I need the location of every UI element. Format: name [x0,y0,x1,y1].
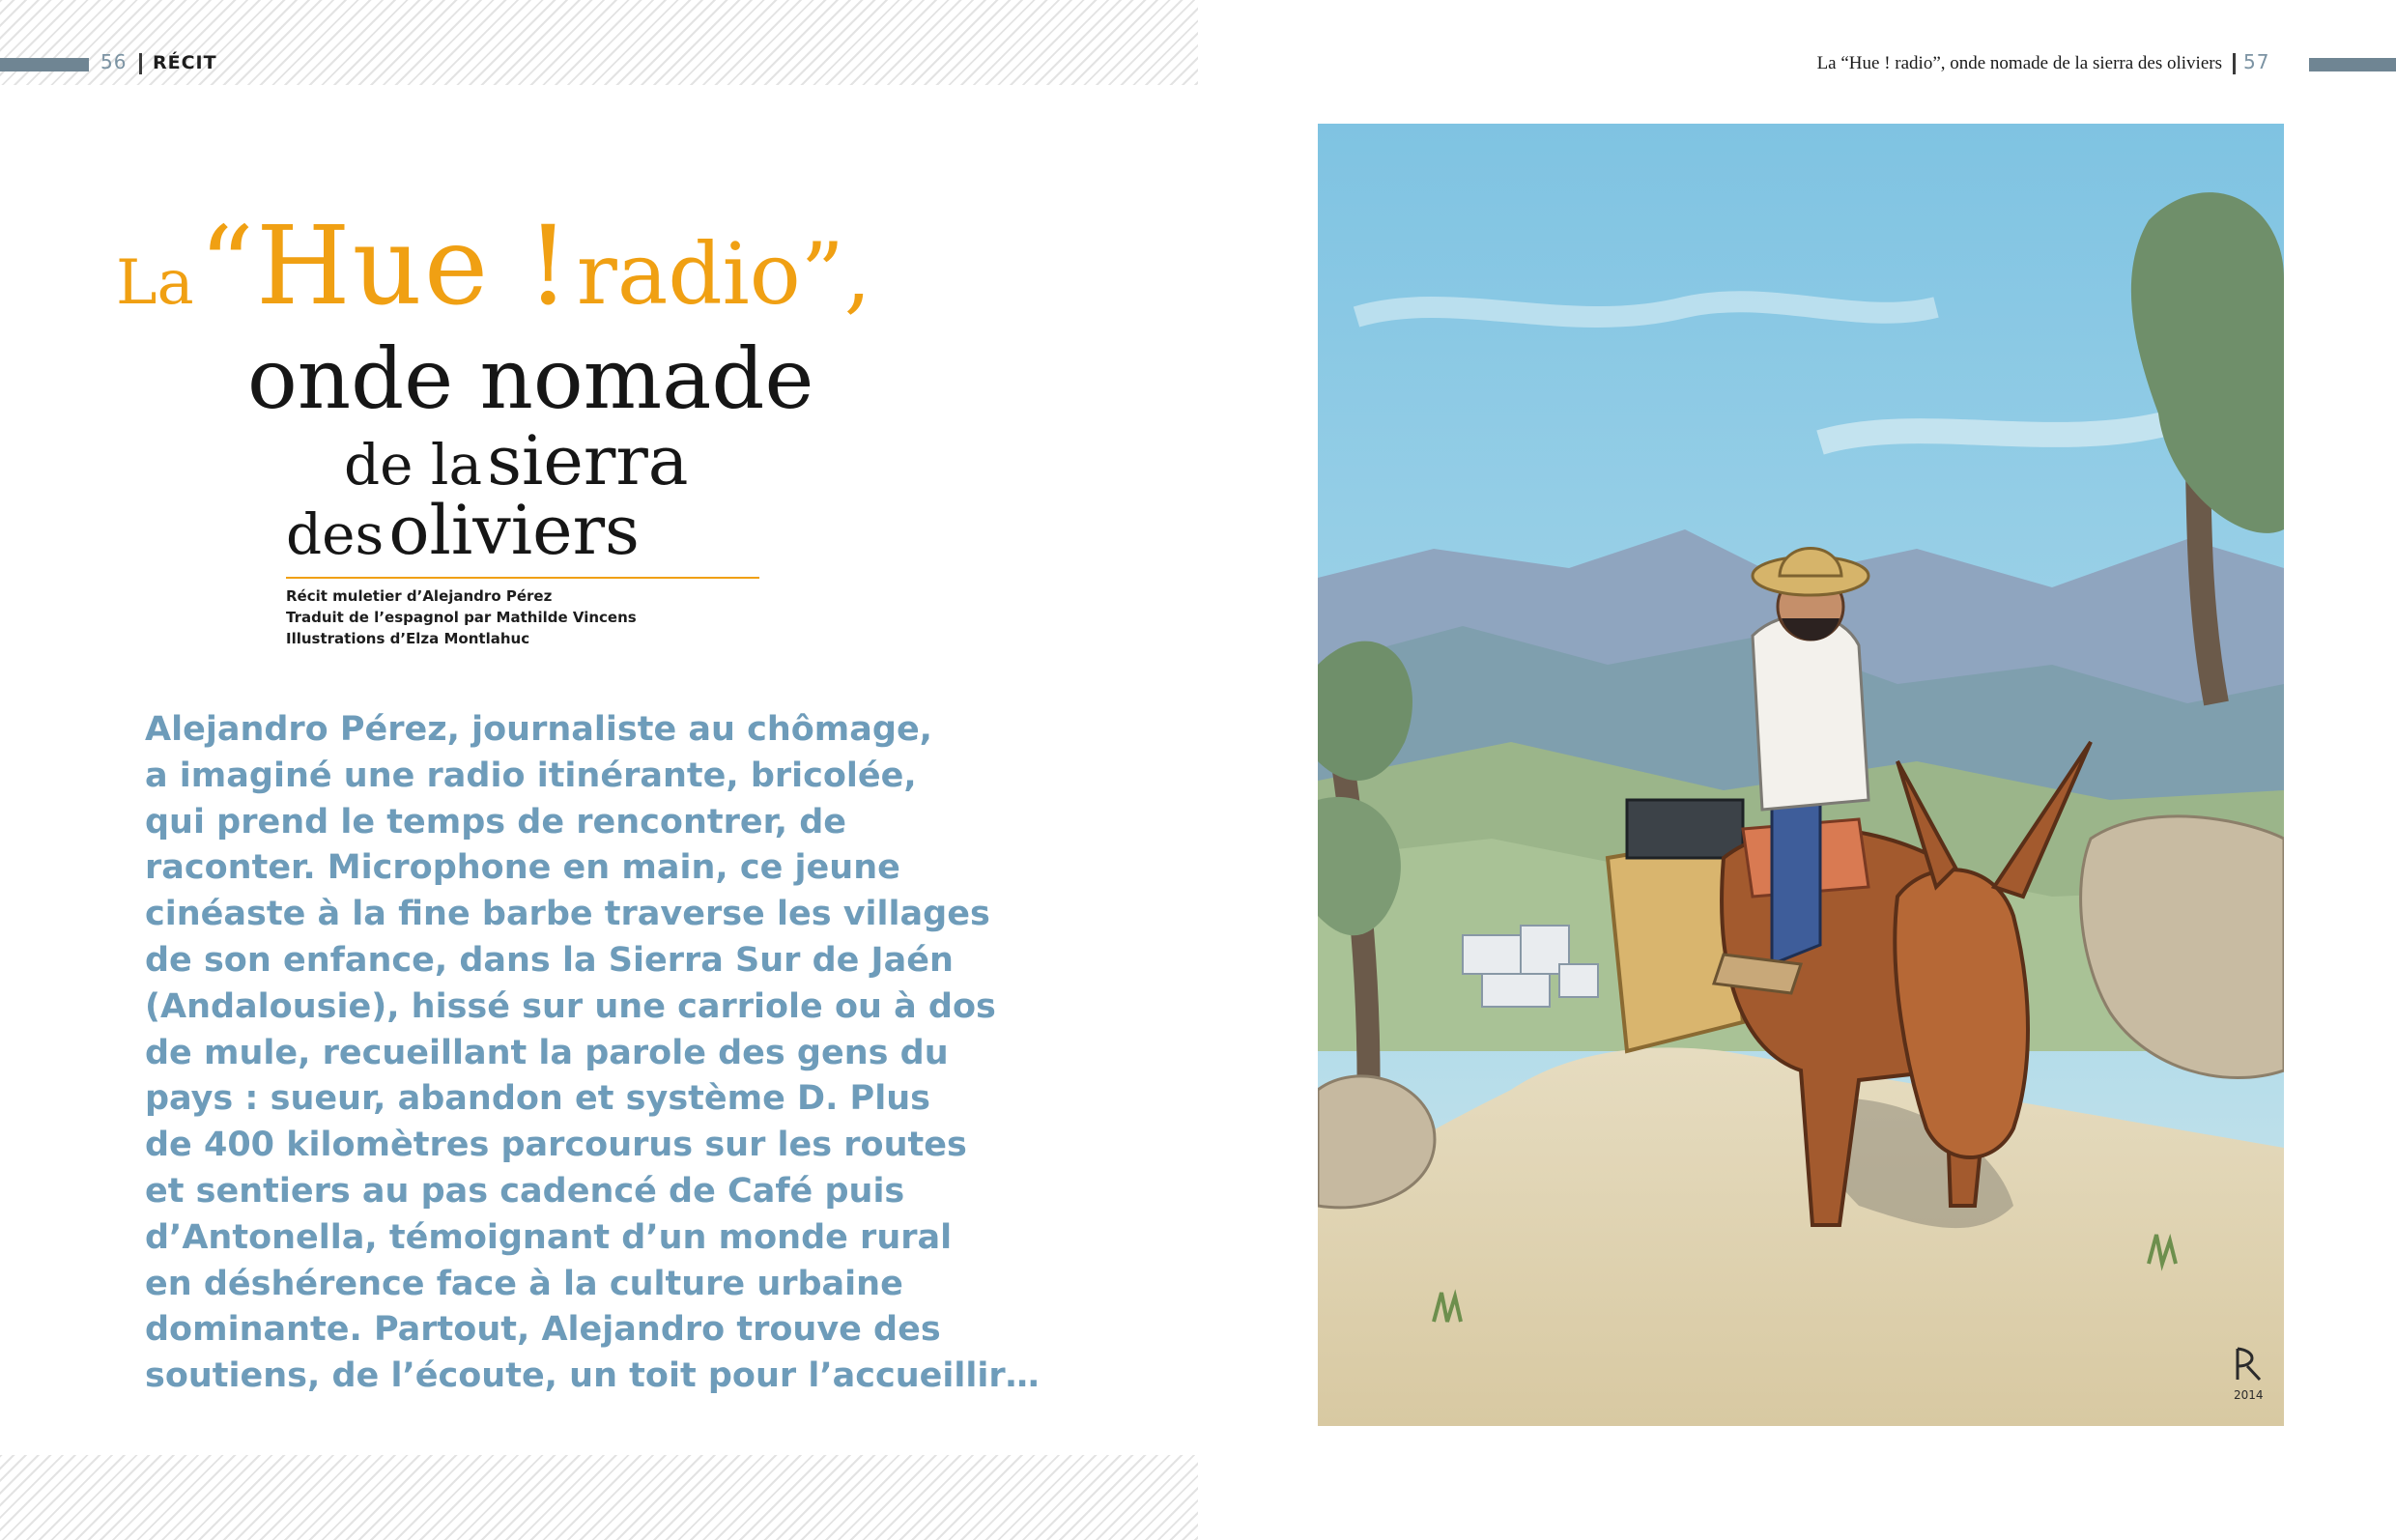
title-des: des [286,501,385,567]
credits-divider [286,577,759,579]
title-line-3 [344,421,689,500]
intro-line: cinéaste à la fine barbe traverse les villages [145,895,990,934]
header-separator-left [139,53,142,74]
intro-line: (Andalousie), hissé sur une carriole ou à dos [145,986,996,1026]
running-title: La “Hue ! radio”, onde nomade de la sierra des oliviers [1816,53,2222,73]
intro-line: d’Antonella, témoignant d’un monde rural [145,1217,953,1257]
intro-line: qui prend le temps de rencontrer, de [145,802,847,841]
intro-line: de mule, recueillant la parole des gens du [145,1033,949,1072]
title-sierra: sierra [487,421,689,500]
page-number-left: 56 [100,50,128,73]
title-hue: “Hue ! [198,204,572,329]
credit-author: Récit muletier d’Alejandro Pérez [286,587,553,605]
intro-line: soutiens, de l’écoute, un toit pour l’accueillir… [145,1356,1040,1396]
intro-line: dominante. Partout, Alejandro trouve des [145,1310,941,1350]
credit-translator: Traduit de l’espagnol par Mathilde Vincens [286,609,637,626]
illustration-man-riding-mule [1318,124,2284,1426]
credits [286,585,788,649]
title-de-la: de la [344,432,483,498]
intro-paragraph [145,707,1072,1400]
title-radio: radio”, [576,224,871,324]
header-bar-left [0,58,89,71]
credit-illustrator: Illustrations d’Elza Montlahuc [286,630,530,647]
intro-line: pays : sueur, abandon et système D. Plus [145,1079,930,1119]
title-oliviers: oliviers [388,491,640,570]
intro-line: et sentiers au pas cadencé de Café puis [145,1171,905,1211]
header-bar-right [2309,58,2396,71]
intro-line: de 400 kilomètres parcourus sur les routes [145,1126,967,1165]
intro-line: raconter. Microphone en main, ce jeune [145,848,900,888]
title-la: La [116,247,194,319]
intro-line: en déshérence face à la culture urbaine [145,1264,903,1303]
intro-line: Alejandro Pérez, journaliste au chômage, [145,710,932,749]
title-line-4 [286,491,640,570]
page-number-right: 57 [2243,50,2270,73]
signature-year: 2014 [2234,1388,2264,1402]
intro-line: de son enfance, dans la Sierra Sur de Jaén [145,940,954,980]
title-line-2: onde nomade [247,331,814,428]
header-separator-right [2233,53,2236,74]
title-line-1 [116,204,871,329]
bottom-hatched-band [0,1455,1198,1540]
section-label: RÉCIT [153,52,217,73]
intro-line: a imaginé une radio itinérante, bricolée, [145,756,917,795]
